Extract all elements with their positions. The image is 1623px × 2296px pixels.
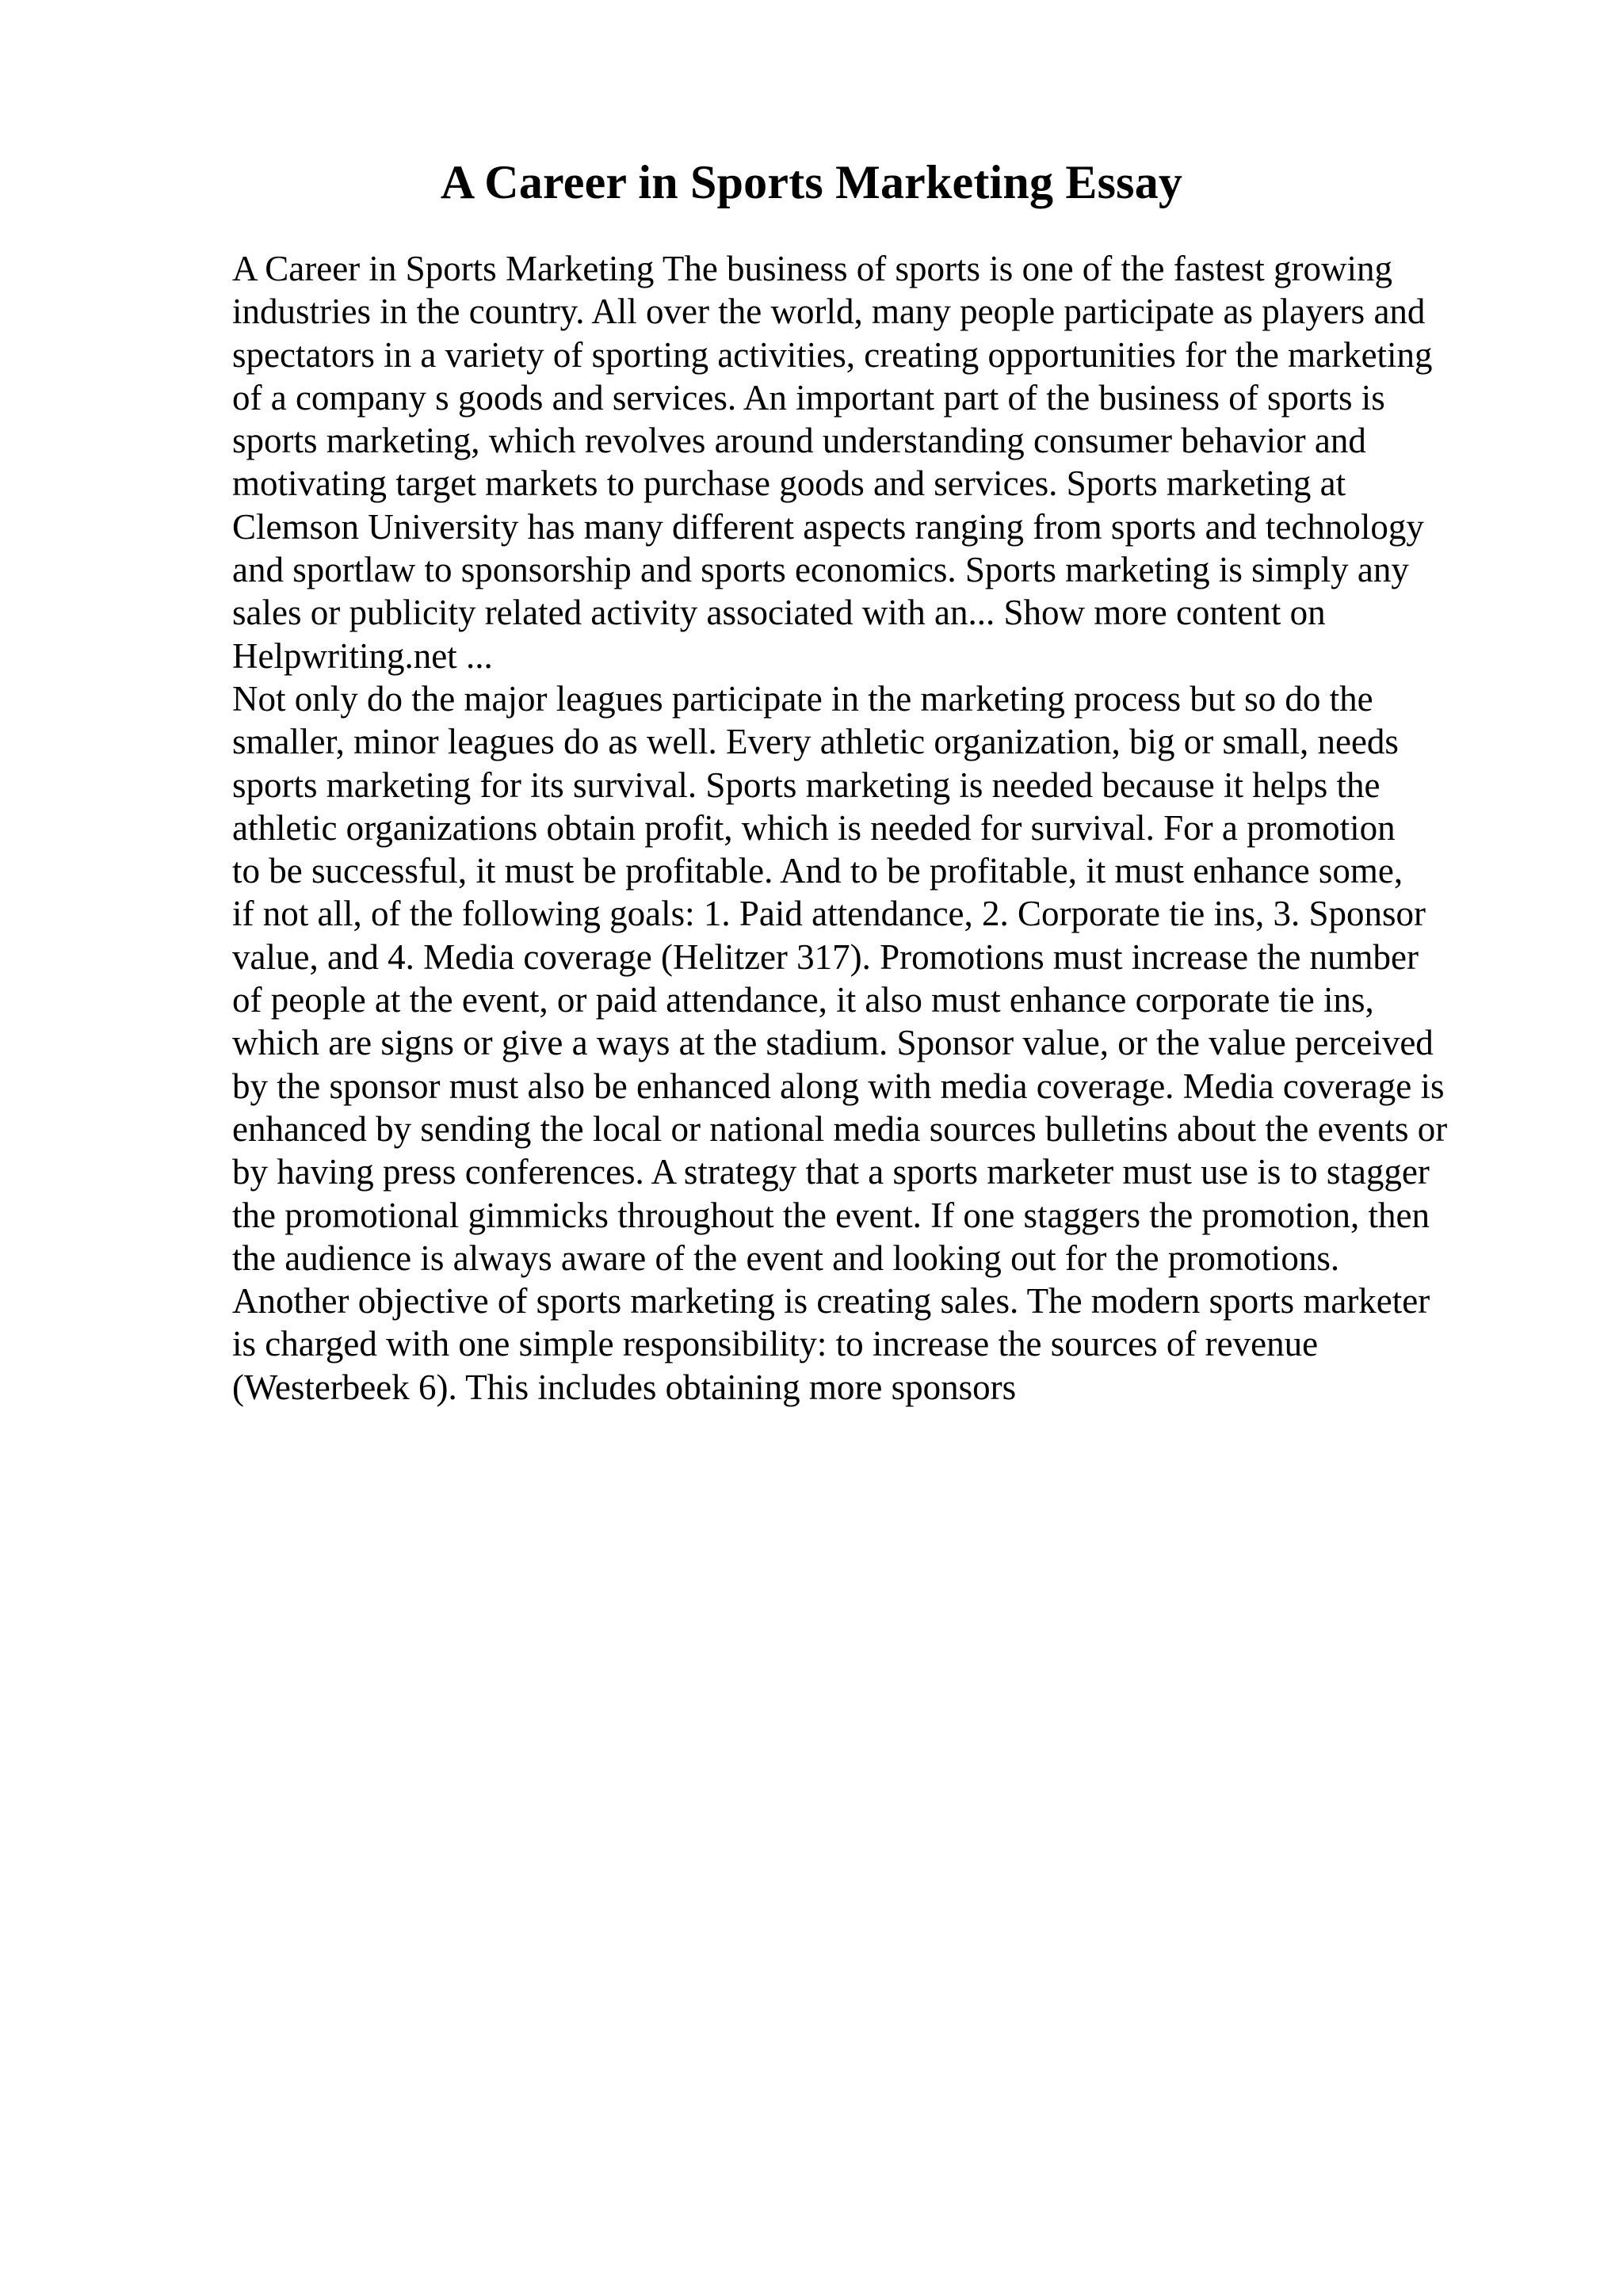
text-line: enhanced by sending the local or national media sources bulletins about the events or [232, 1108, 1448, 1149]
page-title: A Career in Sports Marketing Essay [440, 156, 1183, 208]
text-line: value, and 4. Media coverage (Helitzer 317). Promotions must increase the number [232, 936, 1419, 977]
text-line: smaller, minor leagues do as well. Every athletic organization, big or small, needs [232, 722, 1399, 762]
text-line: Not only do the major leagues participate in the marketing process but so do the [232, 678, 1373, 719]
text-line: of a company s goods and services. An important part of the business of sports is [232, 377, 1385, 418]
text-line: athletic organizations obtain profit, which is needed for survival. For a promotion [232, 807, 1396, 848]
text-line: (Westerbeek 6). This includes obtaining more sponsors [232, 1367, 1017, 1407]
text-line: if not all, of the following goals: 1. Paid attendance, 2. Corporate tie ins, 3. Sponsor [232, 894, 1426, 934]
text-line: to be successful, it must be profitable. And to be profitable, it must enhance some, [232, 851, 1403, 891]
text-line: the promotional gimmicks throughout the event. If one staggers the promotion, then [232, 1195, 1430, 1235]
text-line: is charged with one simple responsibility: to increase the sources of revenue [232, 1324, 1319, 1364]
text-line: Helpwriting.net ... [232, 635, 493, 676]
text-line: of people at the event, or paid attendance, it also must enhance corporate tie ins, [232, 980, 1374, 1020]
text-line: motivating target markets to purchase goods and services. Sports marketing at [232, 463, 1346, 504]
text-line: by having press conferences. A strategy that a sports marketer must use is to stagger [232, 1152, 1430, 1192]
text-line: sales or publicity related activity associated with an... Show more content on [232, 593, 1326, 633]
text-line: the audience is always aware of the event and looking out for the promotions. [232, 1238, 1340, 1278]
text-line: and sportlaw to sponsorship and sports economics. Sports marketing is simply any [232, 550, 1409, 590]
text-line: A Career in Sports Marketing The business of sports is one of the fastest growing [232, 249, 1392, 288]
text-line: spectators in a variety of sporting activities, creating opportunities for the marketing [232, 334, 1433, 375]
essay-body [232, 247, 1500, 1409]
text-line: which are signs or give a ways at the stadium. Sponsor value, or the value perceived [232, 1023, 1434, 1063]
text-line: sports marketing for its survival. Sports marketing is needed because it helps the [232, 765, 1381, 805]
text-line: sports marketing, which revolves around understanding consumer behavior and [232, 421, 1366, 461]
text-line: Another objective of sports marketing is creating sales. The modern sports marketer [232, 1281, 1430, 1322]
text-line: Clemson University has many different aspects ranging from sports and technology [232, 506, 1424, 547]
text-line: by the sponsor must also be enhanced along with media coverage. Media coverage is [232, 1066, 1445, 1106]
text-line: industries in the country. All over the world, many people participate as players and [232, 292, 1426, 332]
